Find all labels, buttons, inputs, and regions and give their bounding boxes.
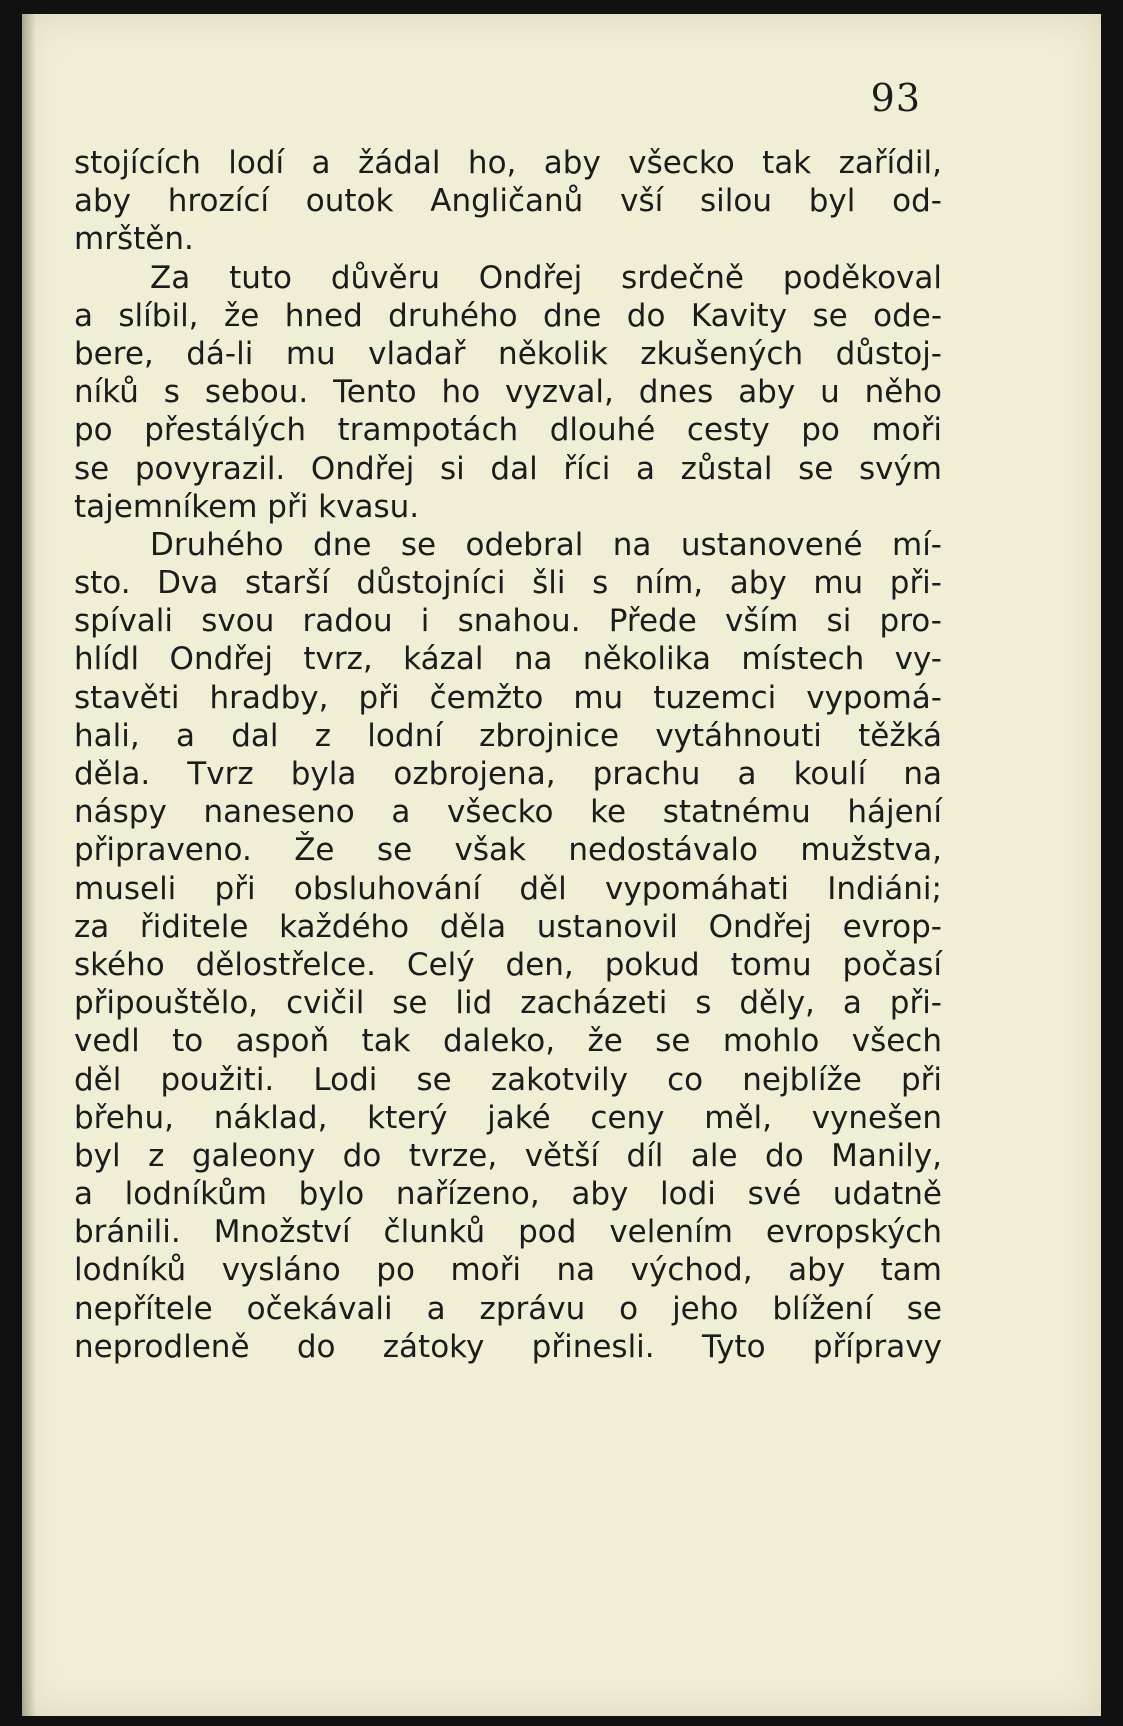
text-line: byl z galeony do tvrze, větší díl ale do Manily, bbox=[74, 1137, 942, 1174]
text-line: a slíbil, že hned druhého dne do Kavity se ode- bbox=[74, 297, 942, 334]
body-text bbox=[74, 144, 942, 1366]
text-line: za řiditele každého děla ustanovil Ondřej evrop- bbox=[74, 908, 942, 945]
text-line: vedl to aspoň tak daleko, že se mohlo všech bbox=[74, 1023, 942, 1060]
text-line: děla. Tvrz byla ozbrojena, prachu a koulí na bbox=[74, 756, 942, 792]
text-line: Druhého dne se odebral na ustanovené mí- bbox=[150, 526, 942, 563]
text-line: bránili. Množství člunků pod velením evropských bbox=[74, 1214, 942, 1251]
text-line: děl použiti. Lodi se zakotvily co nejblíže při bbox=[74, 1061, 942, 1098]
text-line: připouštělo, cvičil se lid zacházeti s děly, a při- bbox=[74, 985, 942, 1022]
text-line: po přestálých trampotách dlouhé cesty po moři bbox=[74, 412, 942, 449]
page-number: 93 bbox=[870, 76, 921, 120]
text-line: sto. Dva starší důstojníci šli s ním, aby mu při- bbox=[74, 565, 942, 602]
text-line: náspy naneseno a všecko ke statnému hájení bbox=[74, 794, 942, 831]
text-line: mrštěn. bbox=[74, 221, 194, 258]
text-line: připraveno. Že se však nedostávalo mužstva, bbox=[74, 832, 942, 869]
text-line: hali, a dal z lodní zbrojnice vytáhnouti těžká bbox=[74, 717, 942, 754]
text-line: museli při obsluhování děl vypomáhati Indiáni; bbox=[74, 870, 942, 907]
text-line: aby hrozící outok Angličanů vší silou byl od- bbox=[74, 183, 942, 220]
text-line: ského dělostřelce. Celý den, pokud tomu počasí bbox=[74, 946, 942, 983]
text-line: bere, dá-li mu vladař několik zkušených důstoj- bbox=[74, 335, 942, 372]
book-page bbox=[22, 14, 1101, 1716]
text-line: se povyrazil. Ondřej si dal říci a zůstal se svým bbox=[74, 450, 942, 487]
text-line: břehu, náklad, který jaké ceny měl, vynešen bbox=[74, 1099, 942, 1136]
text-line: tajemníkem při kvasu. bbox=[74, 488, 420, 525]
text-line: hlídl Ondřej tvrz, kázal na několika místech vy- bbox=[74, 641, 942, 678]
text-line: neprodleně do zátoky přinesli. Tyto přípravy bbox=[74, 1328, 942, 1365]
text-line: spívali svou radou i snahou. Přede vším si pro- bbox=[74, 603, 942, 640]
text-line: a lodníkům bylo nařízeno, aby lodi své udatně bbox=[74, 1176, 942, 1213]
text-line: stavěti hradby, při čemžto mu tuzemci vypomá- bbox=[74, 679, 942, 716]
text-line: stojících lodí a žádal ho, aby všecko tak zařídil, bbox=[74, 145, 942, 181]
text-line: Za tuto důvěru Ondřej srdečně poděkoval bbox=[150, 259, 942, 296]
text-line: lodníků vysláno po moři na východ, aby tam bbox=[74, 1252, 942, 1289]
text-line: níků s sebou. Tento ho vyzval, dnes aby u něho bbox=[74, 374, 942, 411]
text-line: nepřítele očekávali a zprávu o jeho blížení se bbox=[74, 1290, 942, 1327]
